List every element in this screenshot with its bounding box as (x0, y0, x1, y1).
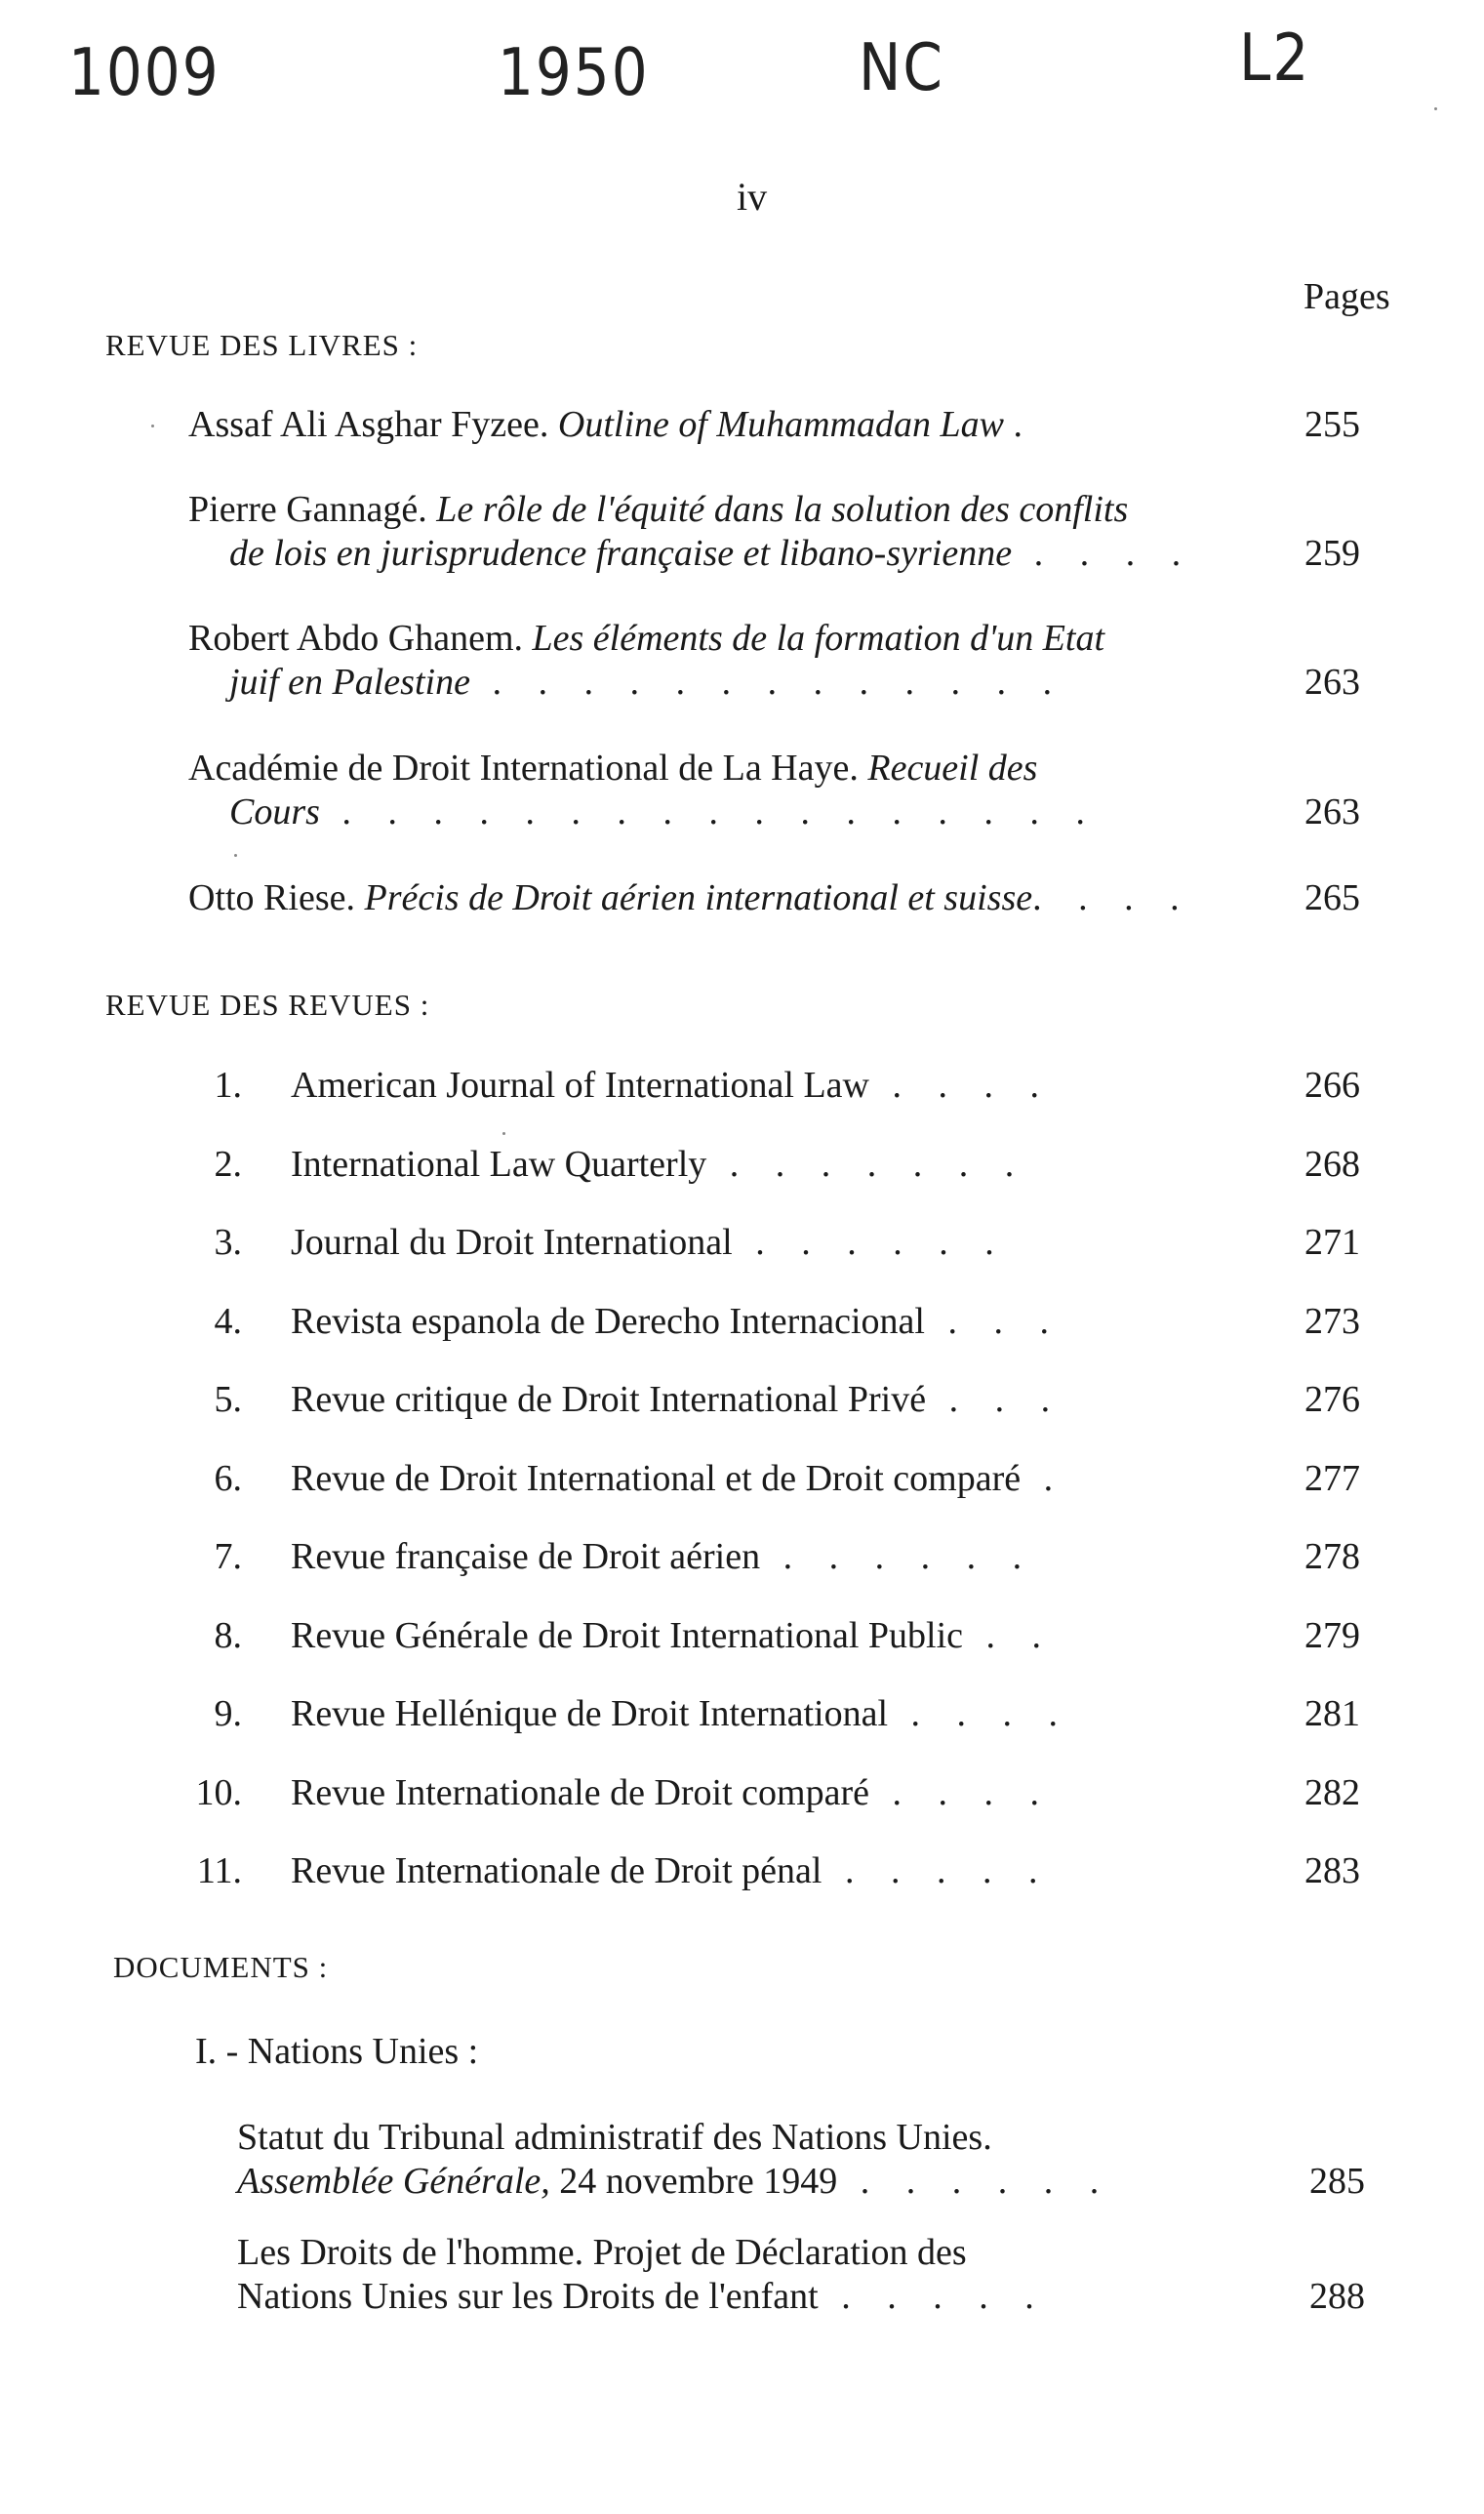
revue-number: 8. (214, 1615, 242, 1656)
revue-number: 9. (214, 1693, 242, 1734)
revue-number: 4. (214, 1301, 242, 1342)
livre-entry-4-line1 (188, 747, 1037, 790)
livre-entry-1: Assaf Ali Asghar Fyzee. Outline of Muhammadan Law . (188, 404, 1036, 445)
document-entry-1-line2: Assemblée Générale, 24 novembre 1949 . . . . . . (237, 2161, 1113, 2202)
livre-entry-3-line2: juif en Palestine . . . . . . . . . . . . . (229, 662, 1066, 703)
documents-subheading: I. - Nations Unies : (195, 2031, 479, 2072)
revue-title: Revue Hellénique de Droit International . . . . (291, 1693, 1072, 1734)
livre-page-5: 265 (1304, 877, 1360, 918)
revue-number: 3. (214, 1222, 242, 1263)
revue-page: 283 (1304, 1850, 1360, 1891)
livre-page-3: 263 (1304, 662, 1360, 703)
revue-number: 5. (214, 1379, 242, 1420)
revue-title: Revue Internationale de Droit pénal . . . . . (291, 1850, 1052, 1891)
livre-title: Le rôle de l'équité dans la solution des conflits (436, 489, 1129, 530)
livre-author: Otto Riese. (188, 877, 355, 918)
livre-entry-5: Otto Riese. Précis de Droit aérien international et suisse. . . . (188, 877, 1193, 918)
document-page-2: 288 (1309, 2276, 1365, 2317)
livre-page-1: 255 (1304, 404, 1360, 445)
document-entry-2-line2: Nations Unies sur les Droits de l'enfant . . . . . (237, 2276, 1048, 2317)
revue-title: American Journal of International Law . . . . (291, 1065, 1053, 1106)
handwritten-mark-3: NC (859, 28, 944, 106)
document-page-1: 285 (1309, 2161, 1365, 2202)
scan-speck (1434, 107, 1437, 110)
revue-title: Journal du Droit International . . . . . . (291, 1222, 1008, 1263)
livre-entry-2-line2: de lois en jurisprudence française et libano-syrienne . . . . (229, 533, 1196, 574)
revue-number: 2. (214, 1144, 242, 1185)
revue-number: 7. (214, 1536, 242, 1577)
scan-speck (502, 1132, 505, 1135)
livre-entry-3-line1 (188, 617, 1104, 660)
revue-number: 11. (196, 1850, 242, 1891)
livre-page-2: 259 (1304, 533, 1360, 574)
revue-page: 279 (1304, 1615, 1360, 1656)
revue-page: 277 (1304, 1458, 1360, 1499)
livre-author: Pierre Gannagé. (188, 489, 427, 530)
revue-title: Revue française de Droit aérien . . . . . . (291, 1536, 1036, 1577)
revue-page: 266 (1304, 1065, 1360, 1106)
revue-page: 271 (1304, 1222, 1360, 1263)
document-entry-2-line1: Les Droits de l'homme. Projet de Déclaration des (237, 2232, 967, 2273)
revue-page: 268 (1304, 1144, 1360, 1185)
revue-title: International Law Quarterly . . . . . . . (291, 1144, 1028, 1185)
handwritten-mark-4: L2 (1239, 19, 1311, 97)
revue-title: Revue de Droit International et de Droit comparé . (291, 1458, 1067, 1499)
pages-column-label: Pages (1304, 276, 1390, 317)
section-heading-documents: DOCUMENTS : (113, 1950, 329, 1984)
revue-page: 278 (1304, 1536, 1360, 1577)
livre-entry-4-line2: Cours . . . . . . . . . . . . . . . . . (229, 791, 1100, 832)
livre-title: Les éléments de la formation d'un Etat (532, 618, 1105, 659)
revue-title: Revue Internationale de Droit comparé . . . . (291, 1772, 1053, 1813)
livre-author: Assaf Ali Asghar Fyzee. (188, 404, 549, 445)
revue-number: 1. (214, 1065, 242, 1106)
livre-author: Robert Abdo Ghanem. (188, 618, 524, 659)
page-folio: iv (737, 175, 768, 219)
livre-title: Précis de Droit aérien international et suisse (364, 877, 1033, 918)
livre-entry-2-line1 (188, 488, 1128, 531)
revue-page: 282 (1304, 1772, 1360, 1813)
section-heading-livres: REVUE DES LIVRES : (105, 328, 419, 362)
revue-title: Revue Générale de Droit International Public . . (291, 1615, 1056, 1656)
handwritten-mark-2: 1950 (498, 33, 650, 111)
livre-page-4: 263 (1304, 791, 1360, 832)
handwritten-mark-1: 1009 (68, 33, 221, 111)
scan-speck (234, 854, 237, 857)
revue-page: 276 (1304, 1379, 1360, 1420)
revue-page: 281 (1304, 1693, 1360, 1734)
scan-speck (151, 425, 154, 427)
document-entry-1-line1: Statut du Tribunal administratif des Nations Unies. (237, 2117, 992, 2158)
revue-title: Revista espanola de Derecho Internacional . . . (291, 1301, 1063, 1342)
section-heading-revues: REVUE DES REVUES : (105, 988, 430, 1022)
livre-author: Académie de Droit International de La Haye. (188, 748, 859, 789)
revue-number: 6. (214, 1458, 242, 1499)
livre-title: Recueil des (867, 748, 1038, 789)
revue-title: Revue critique de Droit International Privé . . . (291, 1379, 1064, 1420)
livre-title: Outline of Muhammadan Law (557, 404, 1004, 445)
revue-number: 10. (195, 1772, 242, 1813)
revue-page: 273 (1304, 1301, 1360, 1342)
